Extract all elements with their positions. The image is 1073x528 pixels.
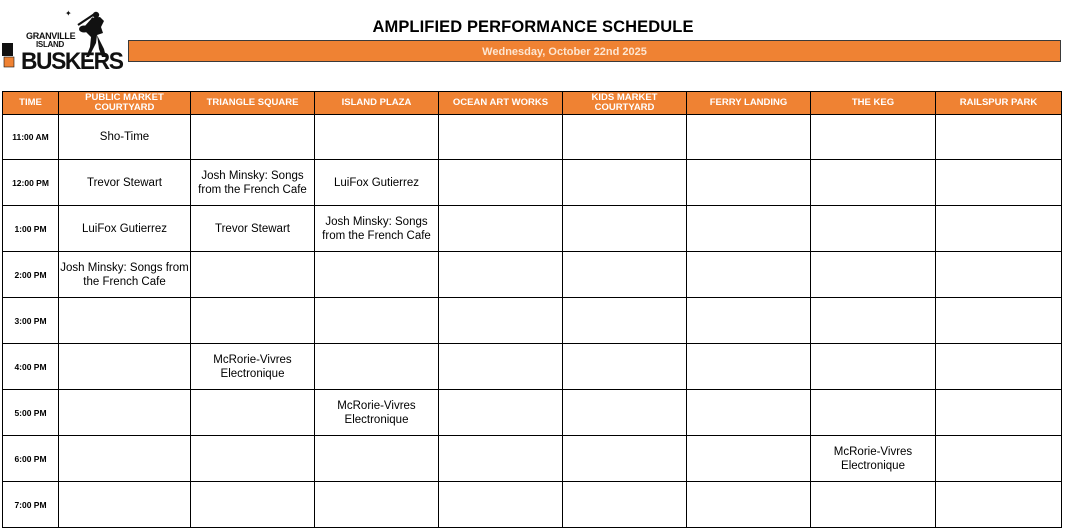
performance-cell: Trevor Stewart [59, 160, 191, 206]
performance-cell [315, 298, 439, 344]
column-header-ferry-landing: FERRY LANDING [687, 92, 811, 115]
header-row [3, 92, 1062, 115]
table-row [3, 298, 1062, 344]
performance-cell [936, 115, 1062, 160]
logo-line3: BUSKERS [21, 48, 123, 75]
performance-cell [811, 115, 936, 160]
table-row [3, 115, 1062, 160]
table-row [3, 482, 1062, 528]
performance-cell [191, 298, 315, 344]
performance-cell: LuiFox Gutierrez [59, 206, 191, 252]
time-slot-label: 2:00 PM [3, 252, 59, 298]
performance-cell [59, 390, 191, 436]
performance-cell [811, 298, 936, 344]
performance-cell [936, 252, 1062, 298]
performance-cell [563, 390, 687, 436]
time-slot-label: 3:00 PM [3, 298, 59, 344]
performance-cell: McRorie-Vivres Electronique [811, 436, 936, 482]
date-banner [128, 40, 1061, 62]
performance-cell [936, 298, 1062, 344]
performance-cell [563, 298, 687, 344]
performance-cell: Trevor Stewart [191, 206, 315, 252]
column-header-island-plaza: ISLAND PLAZA [315, 92, 439, 115]
date-label: Wednesday, October 22nd 2025 [482, 46, 647, 58]
performance-cell: Sho-Time [59, 115, 191, 160]
performance-cell [563, 160, 687, 206]
column-header-the-keg: THE KEG [811, 92, 936, 115]
performance-cell [439, 436, 563, 482]
table-row [3, 344, 1062, 390]
column-header-ocean-art-works: OCEAN ART WORKS [439, 92, 563, 115]
performance-cell [687, 160, 811, 206]
performance-cell [439, 115, 563, 160]
performance-cell [439, 482, 563, 528]
column-header-railspur-park: RAILSPUR PARK [936, 92, 1062, 115]
performance-cell [439, 252, 563, 298]
table-row [3, 160, 1062, 206]
performance-cell [563, 482, 687, 528]
performance-cell [315, 252, 439, 298]
performance-cell [563, 344, 687, 390]
performance-cell [687, 115, 811, 160]
performance-cell [439, 160, 563, 206]
performance-cell [191, 252, 315, 298]
performance-cell: McRorie-Vivres Electronique [191, 344, 315, 390]
performance-cell: Josh Minsky: Songs from the French Cafe [59, 252, 191, 298]
column-header-triangle-square: TRIANGLE SQUARE [191, 92, 315, 115]
performance-cell [936, 344, 1062, 390]
performance-cell [59, 344, 191, 390]
performance-cell [315, 344, 439, 390]
performance-cell [936, 160, 1062, 206]
performance-cell [315, 436, 439, 482]
performance-cell [687, 252, 811, 298]
performance-cell [191, 482, 315, 528]
performance-cell [687, 206, 811, 252]
table-row [3, 252, 1062, 298]
schedule-table [2, 91, 1062, 528]
time-slot-label: 11:00 AM [3, 115, 59, 160]
column-header-kids-market-courtyard: KIDS MARKET COURTYARD [563, 92, 687, 115]
performance-cell [936, 206, 1062, 252]
column-header-public-market-courtyard: PUBLIC MARKET COURTYARD [59, 92, 191, 115]
performance-cell [936, 436, 1062, 482]
performance-cell: Josh Minsky: Songs from the French Cafe [191, 160, 315, 206]
svg-text:✦: ✦ [65, 9, 72, 18]
performance-cell [687, 390, 811, 436]
performance-cell [439, 206, 563, 252]
performance-cell [315, 115, 439, 160]
performance-cell [687, 344, 811, 390]
page-title: AMPLIFIED PERFORMANCE SCHEDULE [372, 18, 694, 36]
performance-cell [59, 482, 191, 528]
time-slot-label: 12:00 PM [3, 160, 59, 206]
performance-cell [811, 482, 936, 528]
performance-cell [563, 252, 687, 298]
performance-cell [191, 390, 315, 436]
performance-cell [563, 115, 687, 160]
performance-cell [191, 436, 315, 482]
logo-line2: ISLAND [36, 40, 64, 49]
table-row [3, 436, 1062, 482]
time-slot-label: 4:00 PM [3, 344, 59, 390]
time-slot-label: 5:00 PM [3, 390, 59, 436]
performance-cell [936, 390, 1062, 436]
table-row [3, 390, 1062, 436]
performance-cell [811, 160, 936, 206]
performance-cell: Josh Minsky: Songs from the French Cafe [315, 206, 439, 252]
performance-cell [59, 298, 191, 344]
performance-cell [439, 344, 563, 390]
performance-cell [315, 482, 439, 528]
logo-line1: GRANVILLE [26, 31, 76, 41]
performance-cell [811, 344, 936, 390]
performance-cell [439, 390, 563, 436]
performance-cell [811, 206, 936, 252]
time-slot-label: 7:00 PM [3, 482, 59, 528]
time-slot-label: 1:00 PM [3, 206, 59, 252]
performance-cell [563, 206, 687, 252]
performance-cell [687, 436, 811, 482]
table-row [3, 206, 1062, 252]
performance-cell [811, 252, 936, 298]
performance-cell [563, 436, 687, 482]
performance-cell [191, 115, 315, 160]
performance-cell: LuiFox Gutierrez [315, 160, 439, 206]
performance-cell [687, 482, 811, 528]
performance-cell [439, 298, 563, 344]
performance-cell [59, 436, 191, 482]
performance-cell [811, 390, 936, 436]
column-header-time: TIME [3, 92, 59, 115]
performance-cell: McRorie-Vivres Electronique [315, 390, 439, 436]
time-slot-label: 6:00 PM [3, 436, 59, 482]
performance-cell [936, 482, 1062, 528]
performance-cell [687, 298, 811, 344]
